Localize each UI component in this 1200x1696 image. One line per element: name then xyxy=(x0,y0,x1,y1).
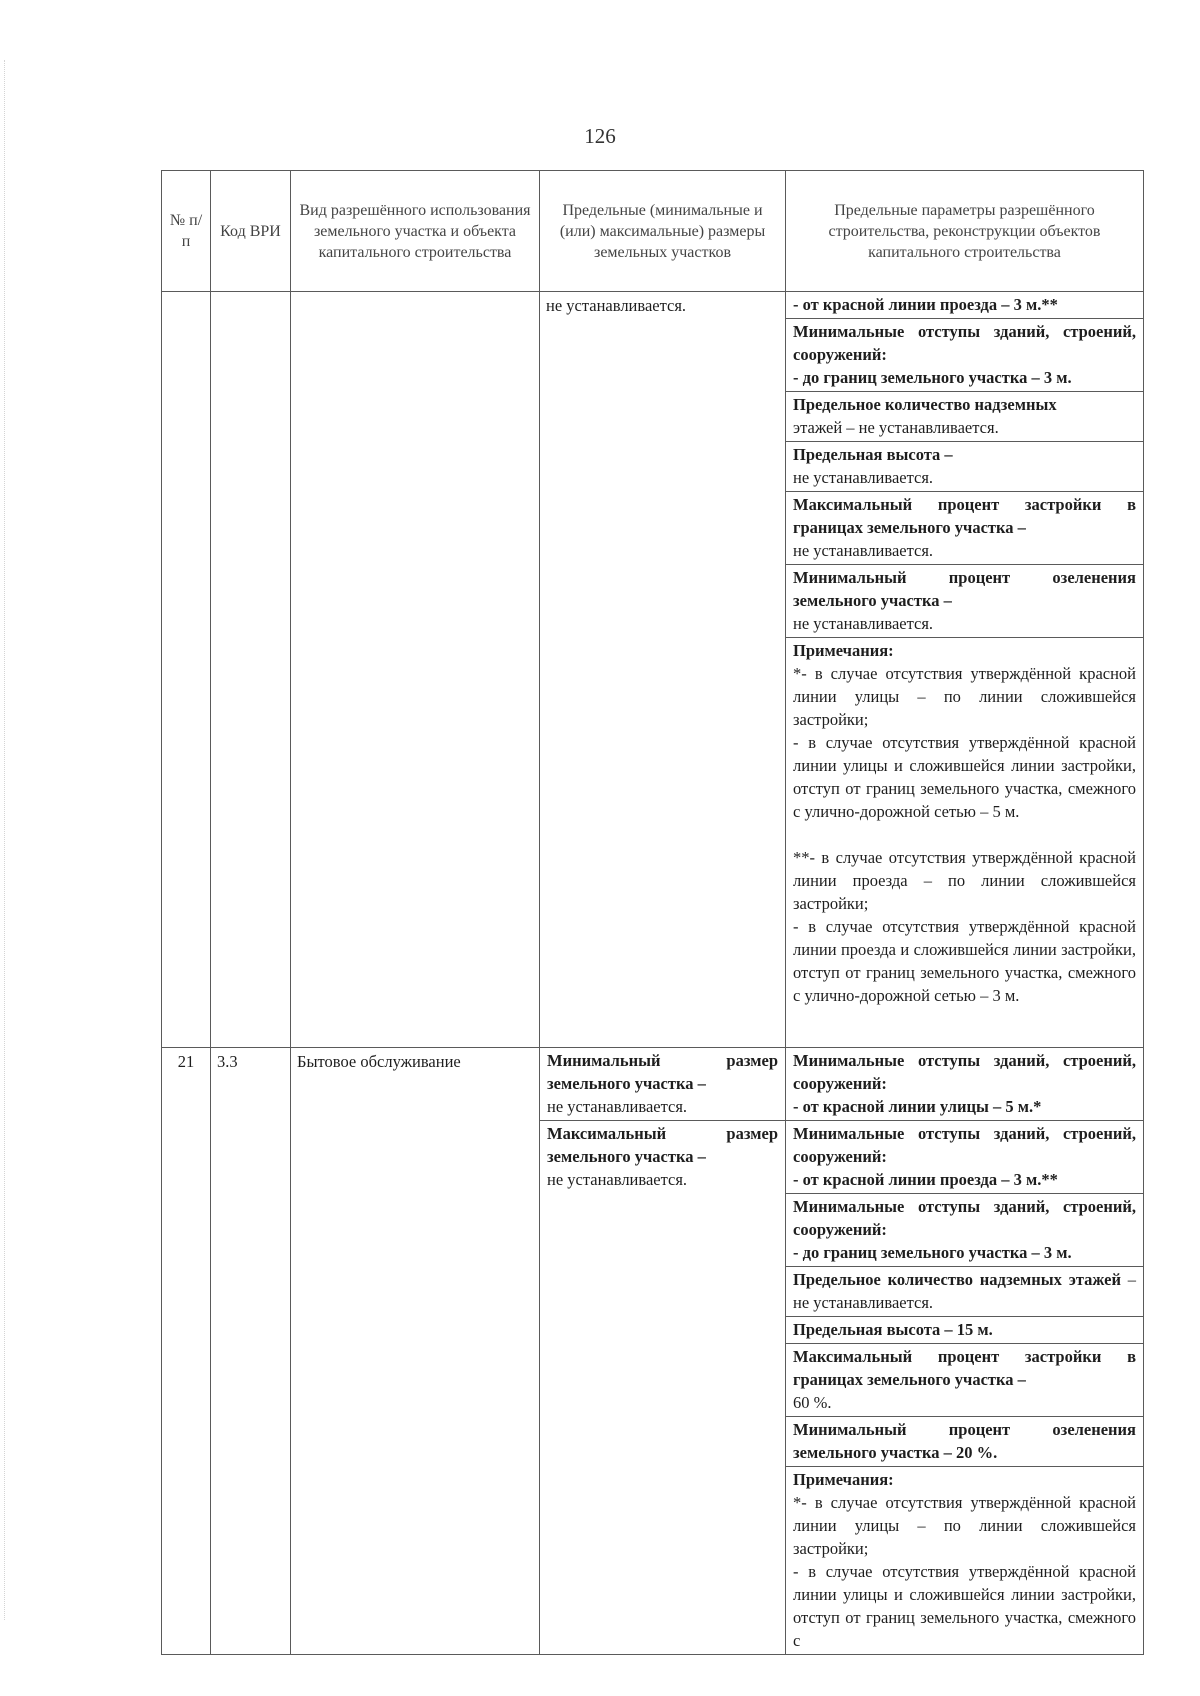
param-title: Предельная высота – xyxy=(793,445,953,464)
param-text: не устанавливается. xyxy=(793,541,934,560)
plot-block xyxy=(540,1048,785,1121)
cell-params-continued xyxy=(786,292,1144,1048)
scan-margin-line xyxy=(4,60,5,1620)
param-block xyxy=(786,319,1143,392)
param-title: Минимальные отступы зданий, строений, сооружений: xyxy=(793,1197,1136,1239)
param-title: Минимальные отступы зданий, строений, сооружений: xyxy=(793,1124,1136,1166)
header-code: Код ВРИ xyxy=(211,171,291,292)
cell-use-type: Бытовое обслуживание xyxy=(291,1048,540,1655)
note-text: - в случае отсутствия утверждённой красной линии улицы и сложившейся линии застройки, отступ от границ земельного участка, смежного с улично-дорожной сетью – 5 м. xyxy=(793,733,1136,821)
note-text: - в случае отсутствия утверждённой красной линии улицы и сложившейся линии застройки, отступ от границ земельного участка, смежного с xyxy=(793,1562,1136,1650)
param-block xyxy=(786,292,1143,319)
param-title: Предельное количество надземных этажей xyxy=(793,1270,1121,1289)
param-line: - до границ земельного участка – 3 м. xyxy=(793,368,1072,387)
note-text: *- в случае отсутствия утверждённой красной линии улицы – по линии сложившейся застройки; xyxy=(793,1493,1136,1558)
param-title: Минимальные отступы зданий, строений, сооружений: xyxy=(793,1051,1136,1093)
param-title: Минимальный процент озеленения земельного участка xyxy=(793,1420,1136,1462)
params-stack xyxy=(786,292,1143,1047)
param-title: Максимальный процент застройки в границах земельного участка – xyxy=(793,495,1136,537)
note-text: - в случае отсутствия утверждённой красной линии проезда и сложившейся линии застройки, отступ от границ земельного участка, смежного с улично-дорожной сетью – 3 м. xyxy=(793,917,1136,1005)
param-block xyxy=(786,1417,1143,1467)
plot-text: не устанавливается. xyxy=(547,1170,688,1189)
cell-params xyxy=(786,1048,1144,1655)
param-title: Предельная высота xyxy=(793,1320,941,1339)
param-line: - от красной линии проезда – 3 м.** xyxy=(793,295,1058,314)
plot-stack xyxy=(540,1048,785,1654)
param-block xyxy=(786,1317,1143,1344)
regulations-table xyxy=(161,170,1144,1655)
param-title: Предельное количество надземных xyxy=(793,395,1057,414)
note-text: **- в случае отсутствия утверждённой красной линии проезда – по линии сложившейся застройки; xyxy=(793,848,1136,913)
param-title: Максимальный процент застройки в границах земельного участка – xyxy=(793,1347,1136,1389)
header-plot-size: Предельные (минимальные и (или) максимальные) размеры земельных участков xyxy=(540,171,786,292)
plot-block xyxy=(540,1121,785,1193)
param-text: – 15 м. xyxy=(940,1320,993,1339)
table-header-row xyxy=(162,171,1144,292)
param-line: - от красной линии проезда – 3 м.** xyxy=(793,1170,1058,1189)
plot-title: Минимальный размер земельного участка – xyxy=(547,1051,778,1093)
param-block xyxy=(786,1267,1143,1317)
param-text: не устанавливается. xyxy=(793,614,934,633)
header-num: № п/п xyxy=(162,171,211,292)
cell-plot-size xyxy=(540,1048,786,1655)
header-use-type: Вид разрешённого использования земельного участка и объекта капитального строительства xyxy=(291,171,540,292)
notes-block xyxy=(786,1467,1143,1654)
cell-num: 21 xyxy=(162,1048,211,1655)
param-block xyxy=(786,1194,1143,1267)
notes-title: Примечания: xyxy=(793,1470,894,1489)
plot-text: не устанавливается. xyxy=(547,1097,688,1116)
param-block xyxy=(786,565,1143,638)
param-line: - до границ земельного участка – 3 м. xyxy=(793,1243,1072,1262)
param-text: – не устанавливается. xyxy=(793,1270,1136,1312)
note-gap xyxy=(793,823,1136,846)
param-title: Минимальный процент озеленения земельного участка – xyxy=(793,568,1136,610)
param-block xyxy=(786,1344,1143,1417)
cell-code-continued xyxy=(211,292,291,1048)
plot-size-text: не устанавливается. xyxy=(546,296,687,315)
param-text: – 20 %. xyxy=(939,1443,998,1462)
table-row-continued xyxy=(162,292,1144,1048)
param-block xyxy=(786,1048,1143,1121)
notes-title: Примечания: xyxy=(793,641,894,660)
params-stack xyxy=(786,1048,1143,1654)
cell-code: 3.3 xyxy=(211,1048,291,1655)
cell-plot-continued xyxy=(540,292,786,1048)
param-line: - от красной линии улицы – 5 м.* xyxy=(793,1097,1042,1116)
page-number: 126 xyxy=(584,124,616,148)
cell-num-continued xyxy=(162,292,211,1048)
cell-use-continued xyxy=(291,292,540,1048)
param-text: этажей – не устанавливается. xyxy=(793,418,999,437)
notes-block xyxy=(786,638,1143,1047)
param-block xyxy=(786,442,1143,492)
header-parameters: Предельные параметры разрешённого строительства, реконструкции объектов капитального строительства xyxy=(786,171,1144,292)
param-text: не устанавливается. xyxy=(793,468,934,487)
plot-title: Максимальный размер земельного участка – xyxy=(547,1124,778,1166)
param-block xyxy=(786,492,1143,565)
param-block xyxy=(786,1121,1143,1194)
param-title: Минимальные отступы зданий, строений, сооружений: xyxy=(793,322,1136,364)
param-text: 60 %. xyxy=(793,1393,832,1412)
param-block xyxy=(786,392,1143,442)
note-text: *- в случае отсутствия утверждённой красной линии улицы – по линии сложившейся застройки; xyxy=(793,664,1136,729)
table-row-21 xyxy=(162,1048,1144,1655)
